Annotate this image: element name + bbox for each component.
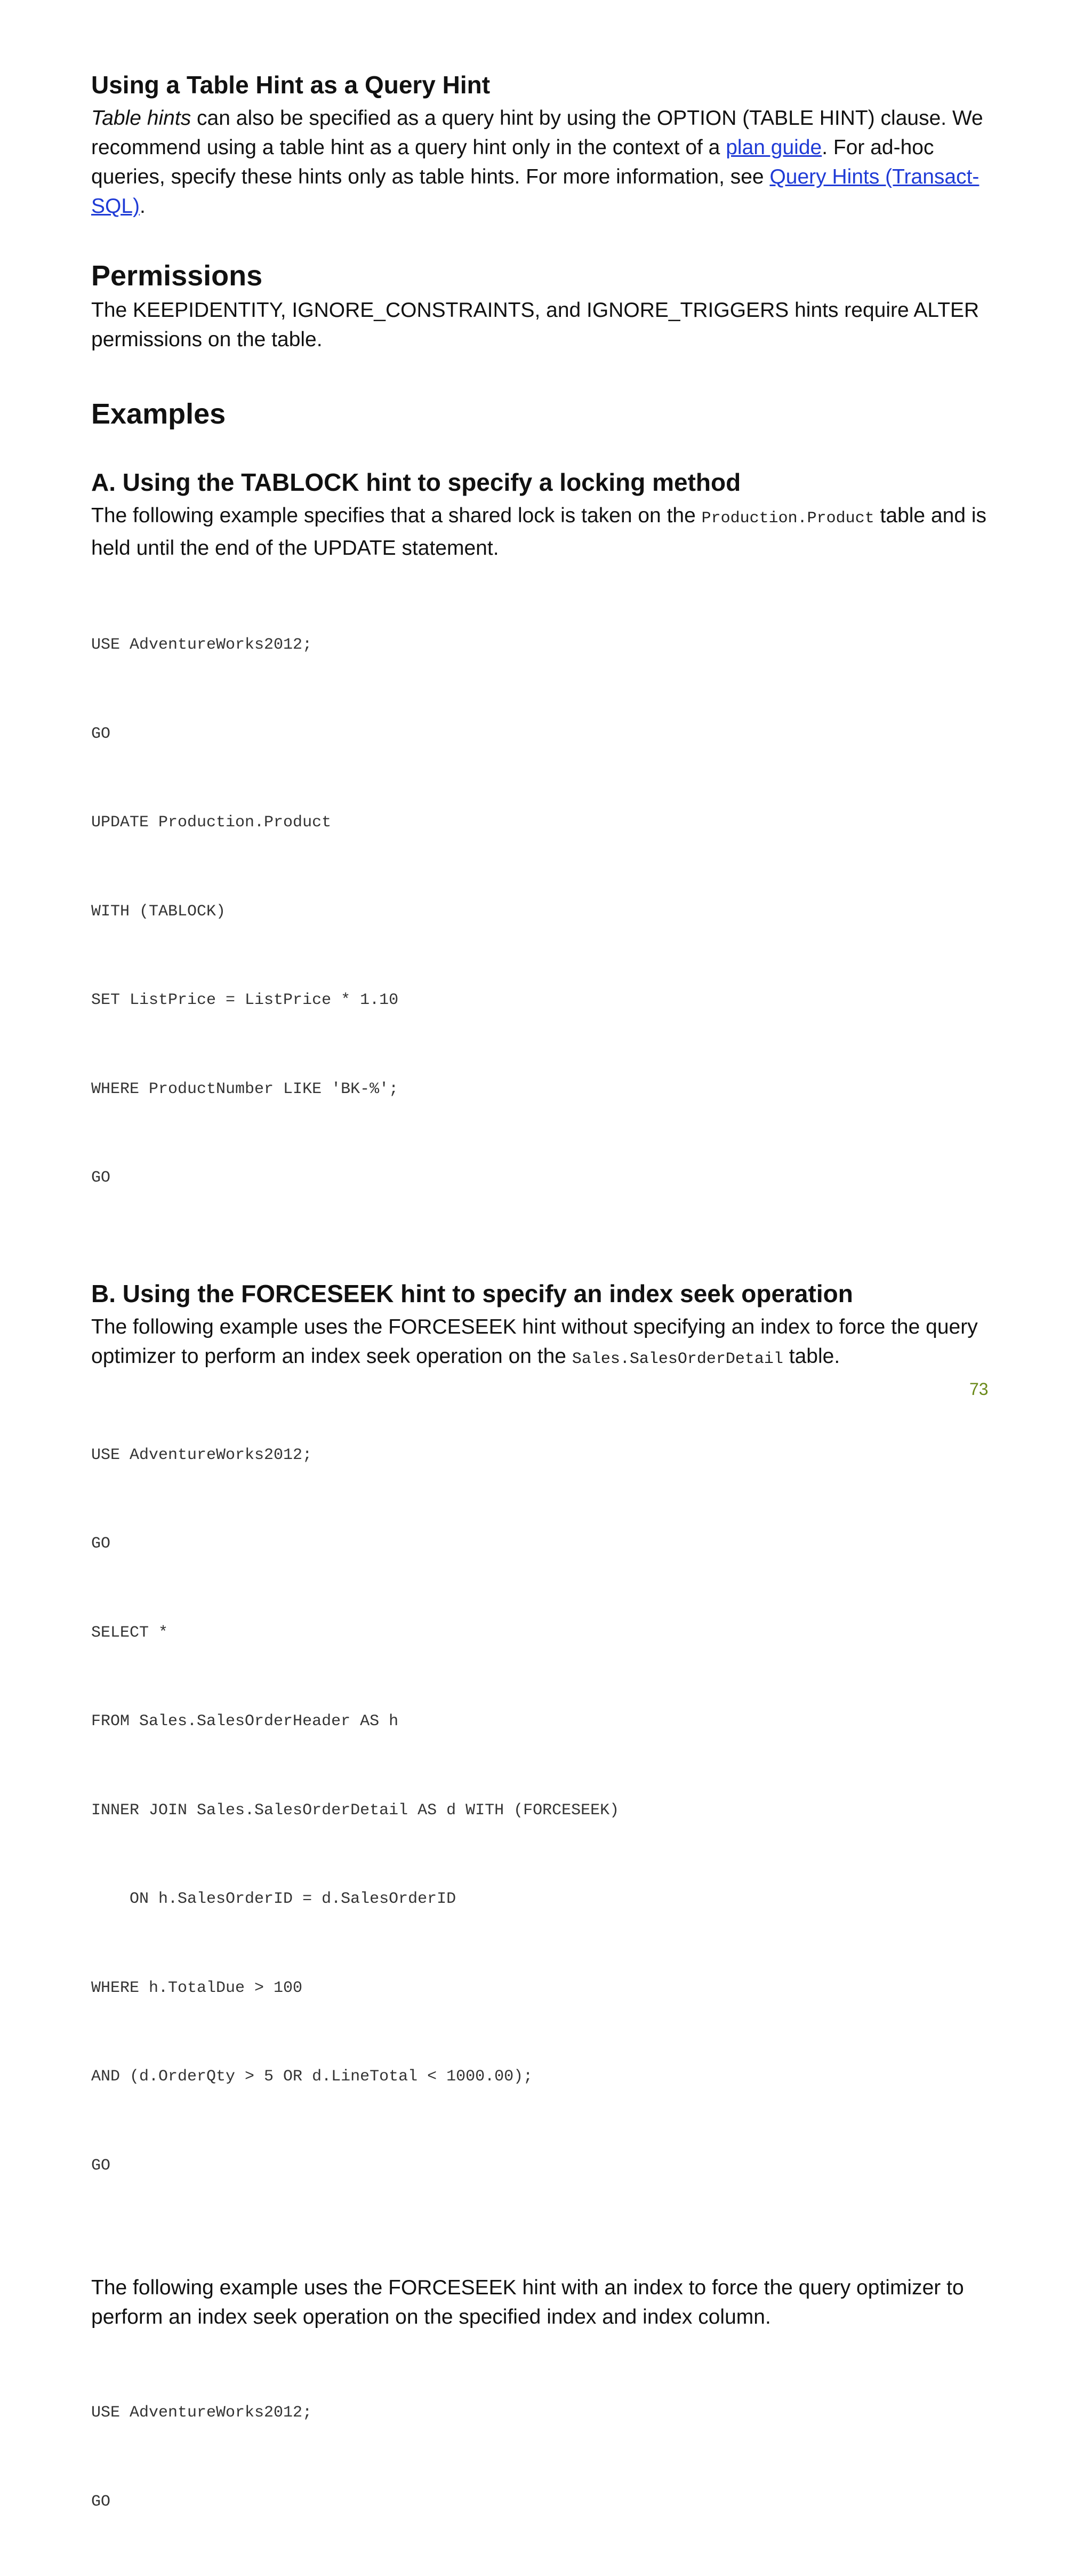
code-line: USE AdventureWorks2012; [91, 1446, 312, 1464]
page-number: 73 [969, 1379, 989, 1399]
example-a-text-b: table and is held until the end of the UPDATE statement. [91, 504, 987, 560]
code-line: USE AdventureWorks2012; [91, 2404, 312, 2422]
code-line: GO [91, 2492, 111, 2511]
example-b-code-block-2 [91, 2339, 1003, 2576]
code-line: GO [91, 1535, 111, 1553]
heading-example-b: B. Using the FORCESEEK hint to specify an index seek operation [91, 1279, 853, 1307]
table-hint-text-a: can also be specified as a query hint by using the OPTION (TABLE HINT) clause. We recommend using a table hint as a query hint only in the context of a [91, 107, 983, 159]
heading-permissions: Permissions [91, 260, 263, 292]
table-hints-term: Table hints [91, 107, 191, 130]
code-line: INNER JOIN Sales.SalesOrderDetail AS d WITH (FORCESEEK) [91, 1801, 620, 1820]
code-line: GO [91, 724, 111, 743]
code-line: USE AdventureWorks2012; [91, 636, 312, 654]
production-product-code: Production.Product [701, 509, 874, 528]
example-a-text-a: The following example specifies that a shared lock is taken on the [91, 504, 702, 527]
code-line: SELECT * [91, 1623, 168, 1642]
heading-examples: Examples [91, 398, 226, 430]
code-line: GO [91, 1169, 111, 1187]
example-a-code-block [91, 571, 1003, 1253]
table-hint-paragraph [91, 103, 1003, 221]
example-b-text-b: table. [783, 1344, 840, 1368]
example-b-paragraph-2: The following example uses the FORCESEEK hint with an index to force the query optimizer to perform an index seek operation on the specified index and index column. [91, 2276, 964, 2328]
code-line: ON h.SalesOrderID = d.SalesOrderID [91, 1890, 456, 1908]
code-line: WITH (TABLOCK) [91, 902, 226, 921]
query-hints-link[interactable]: Query Hints (Transact-SQL) [91, 165, 979, 218]
page-content [91, 69, 1003, 2576]
example-b-paragraph-1 [91, 1312, 1003, 1374]
table-hint-text-c: . [140, 195, 146, 218]
code-line: WHERE ProductNumber LIKE 'BK-%'; [91, 1080, 399, 1098]
plan-guide-link[interactable]: plan guide [726, 136, 822, 159]
code-line: GO [91, 2156, 111, 2175]
sales-order-detail-code: Sales.SalesOrderDetail [572, 1350, 783, 1368]
code-line: SET ListPrice = ListPrice * 1.10 [91, 991, 399, 1009]
code-line: FROM Sales.SalesOrderHeader AS h [91, 1712, 399, 1730]
heading-table-hint: Using a Table Hint as a Query Hint [91, 71, 491, 99]
code-line: UPDATE Production.Product [91, 814, 332, 832]
permissions-paragraph: The KEEPIDENTITY, IGNORE_CONSTRAINTS, and IGNORE_TRIGGERS hints require ALTER permissions on the table. [91, 299, 979, 351]
code-line: AND (d.OrderQty > 5 OR d.LineTotal < 1000.00); [91, 2068, 533, 2086]
heading-example-a: A. Using the TABLOCK hint to specify a locking method [91, 468, 741, 496]
code-line: WHERE h.TotalDue > 100 [91, 1979, 303, 1997]
example-a-paragraph [91, 501, 1003, 563]
example-b-code-block-1 [91, 1382, 1003, 2240]
example-b-text-a: The following example uses the FORCESEEK hint without specifying an index to force the query optimizer to perform an index seek operation on the [91, 1315, 978, 1368]
table-hint-text-b: . For ad-hoc queries, specify these hints only as table hints. For more information, see [91, 136, 934, 188]
